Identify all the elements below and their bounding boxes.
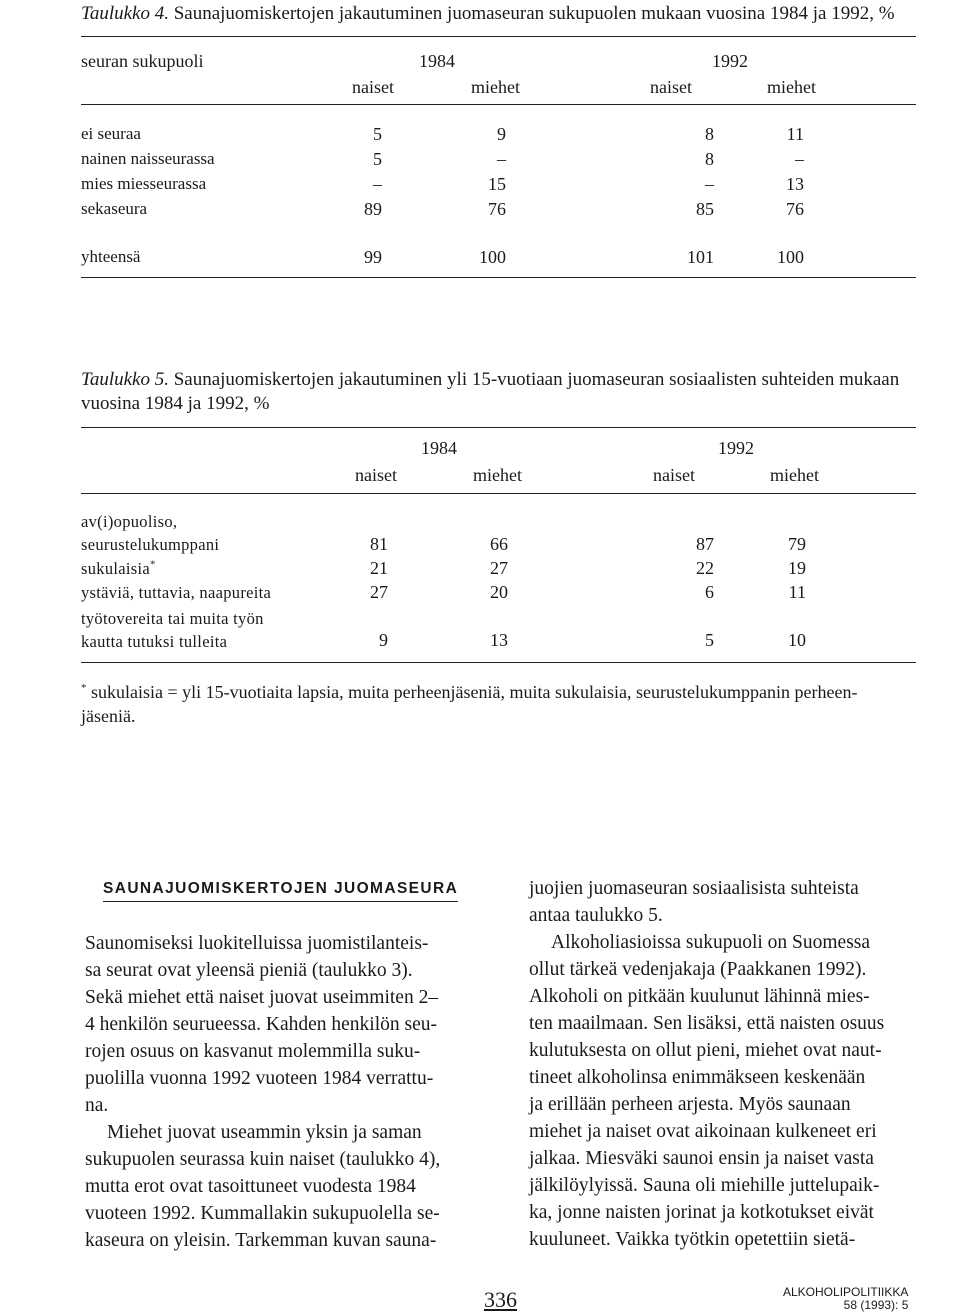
table-5-cell: 79	[788, 534, 806, 554]
table-5-cell: 6	[705, 582, 714, 602]
table-4-top-rule	[81, 36, 916, 37]
table-5-cell: 9	[379, 630, 388, 650]
table-4-row-label: sekaseura	[81, 199, 148, 218]
table-5-cell: 21	[370, 558, 388, 578]
table-5-cell: 11	[788, 582, 806, 602]
table-5-caption-line1: Saunajuomiskertojen jakautuminen yli 15-vuotiaan juomaseuran sosiaalisten suhteiden mukaan	[173, 369, 900, 390]
text-line: Alkoholiasioissa sukupuoli on Suomessa	[551, 932, 871, 953]
table-4-cell: –	[795, 149, 804, 169]
table-4-cell: –	[497, 149, 506, 169]
table-4-row-label: mies miesseurassa	[81, 174, 207, 193]
table-4-year-1984: 1984	[419, 51, 455, 71]
table-5-header-rule	[81, 493, 916, 494]
table-4-cell: 5	[373, 149, 382, 169]
text-line: kulutuksesta on ollut pieni, miehet ovat naut-	[529, 1040, 882, 1061]
table-5-caption	[81, 368, 941, 416]
table-4-cell: 8	[705, 149, 714, 169]
table-4-col-naiset-1984: naiset	[352, 77, 394, 97]
table-5-cell: 87	[696, 534, 714, 554]
table-5-cell: 22	[696, 558, 714, 578]
table-5-footnote	[81, 680, 941, 728]
table-5-cell: 27	[490, 558, 508, 578]
table-4-stub-header: seuran sukupuoli	[81, 51, 204, 71]
footnote-marker: *	[150, 558, 156, 571]
section-heading: SAUNAJUOMISKERTOJEN JUOMASEURA	[103, 880, 458, 902]
table-4-cell: 9	[497, 124, 506, 144]
table-4-col-miehet-1984: miehet	[471, 77, 520, 97]
table-4-bottom-rule	[81, 277, 916, 278]
table-5-cell: 20	[490, 582, 508, 602]
text-line: kaseura on yleisin. Tarkemman kuvan sauna-	[85, 1230, 437, 1251]
left-column	[85, 930, 472, 1254]
table-5-col-naiset-1984: naiset	[355, 465, 397, 485]
table-4-cell: 15	[488, 174, 506, 194]
right-column	[529, 875, 921, 1253]
table-5-cell: 5	[705, 630, 714, 650]
table-4-cell: 85	[696, 199, 714, 219]
journal-issue: 58 (1993): 5	[843, 1298, 909, 1312]
table-4-cell: 13	[786, 174, 804, 194]
text-line: mutta erot ovat tasoittuneet vuodesta 1984	[85, 1176, 416, 1197]
table-5-row-label: kautta tutuksi tulleita	[81, 632, 228, 651]
text-line: sa seurat ovat yleensä pieniä (taulukko 3).	[85, 960, 413, 981]
table-5-cell: 10	[788, 630, 806, 650]
table-5-col-miehet-1992: miehet	[770, 465, 819, 485]
text-line: antaa taulukko 5.	[529, 905, 663, 926]
text-line: tineet alkoholinsa enimmäkseen keskenään	[529, 1067, 866, 1088]
page-number: 336	[484, 1287, 517, 1312]
footnote-marker: *	[81, 682, 87, 694]
table-5-row-label: av(i)opuoliso,	[81, 512, 178, 531]
journal-name: ALKOHOLIPOLITIIKKA	[783, 1285, 909, 1299]
table-4-caption-text: Saunajuomiskertojen jakautuminen juomaseuran sukupuolen mukaan vuosina 1984 ja 1992, %	[173, 3, 895, 24]
text-line: sukupuolen seurassa kuin naiset (taulukko 4),	[85, 1149, 441, 1170]
table-4-cell: 76	[488, 199, 506, 219]
table-5-col-naiset-1992: naiset	[653, 465, 695, 485]
footnote-line1: sukulaisia = yli 15-vuotiaita lapsia, muita perheenjäseniä, muita sukulaisia, seurustelukumppanin perheen-	[91, 682, 858, 702]
table-4-year-1992: 1992	[712, 51, 748, 71]
table-5-cell: 13	[490, 630, 508, 650]
table-5-cell: 27	[370, 582, 388, 602]
table-4-total-cell: 101	[687, 247, 714, 267]
text-line: jalkaa. Miesväki saunoi ensin ja naiset vasta	[529, 1148, 874, 1169]
text-line: ka, jonne naisten jorinat ja kotkotukset eivät	[529, 1202, 874, 1223]
table-4-caption-label: Taulukko 4.	[81, 3, 169, 24]
table-5-col-miehet-1984: miehet	[473, 465, 522, 485]
table-4-cell: 8	[705, 124, 714, 144]
table-5-caption-line2: vuosina 1984 ja 1992, %	[81, 393, 270, 414]
table-5-caption-label: Taulukko 5.	[81, 369, 169, 390]
text-line: rojen osuus on kasvanut molemmilla suku-	[85, 1041, 421, 1062]
table-5-row-label: työtovereita tai muita työn	[81, 609, 264, 628]
text-line: Miehet juovat useammin yksin ja saman	[107, 1122, 422, 1143]
text-line: jälkilöylyissä. Sauna oli miehille juttelupaik-	[529, 1175, 880, 1196]
table-5-row-label: ystäviä, tuttavia, naapureita	[81, 583, 272, 602]
journal-reference	[783, 1286, 908, 1312]
table-5-bottom-rule	[81, 662, 916, 663]
table-5-row-label: seurustelukumppani	[81, 535, 220, 554]
table-4-cell: 76	[786, 199, 804, 219]
table-4-col-naiset-1992: naiset	[650, 77, 692, 97]
text-line: vuoteen 1992. Kummallakin sukupuolella se-	[85, 1203, 440, 1224]
table-4-total-label: yhteensä	[81, 247, 141, 266]
text-line: ollut tärkeä vedenjakaja (Paakkanen 1992).	[529, 959, 867, 980]
text-line: na.	[85, 1095, 109, 1116]
table-4-col-miehet-1992: miehet	[767, 77, 816, 97]
table-4-total-cell: 99	[364, 247, 382, 267]
text-line: kuuluneet. Vaikka työtkin opetettiin sietä-	[529, 1229, 856, 1250]
table-4-row-label: ei seuraa	[81, 124, 141, 143]
table-5-year-1992: 1992	[718, 438, 754, 458]
table-4-cell: 89	[364, 199, 382, 219]
text-line: ja erillään perheen arjesta. Myös saunaan	[529, 1094, 851, 1115]
table-5-cell: 66	[490, 534, 508, 554]
table-5-row-label: sukulaisia*	[81, 558, 156, 578]
table-5-year-1984: 1984	[421, 438, 457, 458]
table-4-total-cell: 100	[777, 247, 804, 267]
table-4-cell: –	[373, 174, 382, 194]
footnote-line2: jäseniä.	[81, 706, 136, 726]
text-line: miehet ja naiset ovat aikoinaan kulkeneet eri	[529, 1121, 877, 1142]
text-line: Alkoholi on pitkään kuulunut lähinnä mies-	[529, 986, 870, 1007]
table-4-cell: 5	[373, 124, 382, 144]
text-line: ten maailmaan. Sen lisäksi, että naisten osuus	[529, 1013, 885, 1034]
table-4-total-cell: 100	[479, 247, 506, 267]
table-4-cell: –	[705, 174, 714, 194]
text-line: Sekä miehet että naiset juovat useimmiten 2–	[85, 987, 439, 1008]
table-5-top-rule	[81, 427, 916, 428]
text-line: 4 henkilön seurueessa. Kahden henkilön seu-	[85, 1014, 437, 1035]
text-line: puolilla vuonna 1992 vuoteen 1984 verrattu-	[85, 1068, 434, 1089]
table-4-header-rule	[81, 104, 916, 105]
table-5-cell: 81	[370, 534, 388, 554]
table-4-cell: 11	[786, 124, 804, 144]
text-line: juojien juomaseuran sosiaalisista suhteista	[529, 878, 859, 899]
table-5-cell: 19	[788, 558, 806, 578]
text-line: Saunomiseksi luokitelluissa juomistilanteis-	[85, 933, 429, 954]
table-4-caption	[81, 2, 941, 26]
table-4-row-label: nainen naisseurassa	[81, 149, 215, 168]
